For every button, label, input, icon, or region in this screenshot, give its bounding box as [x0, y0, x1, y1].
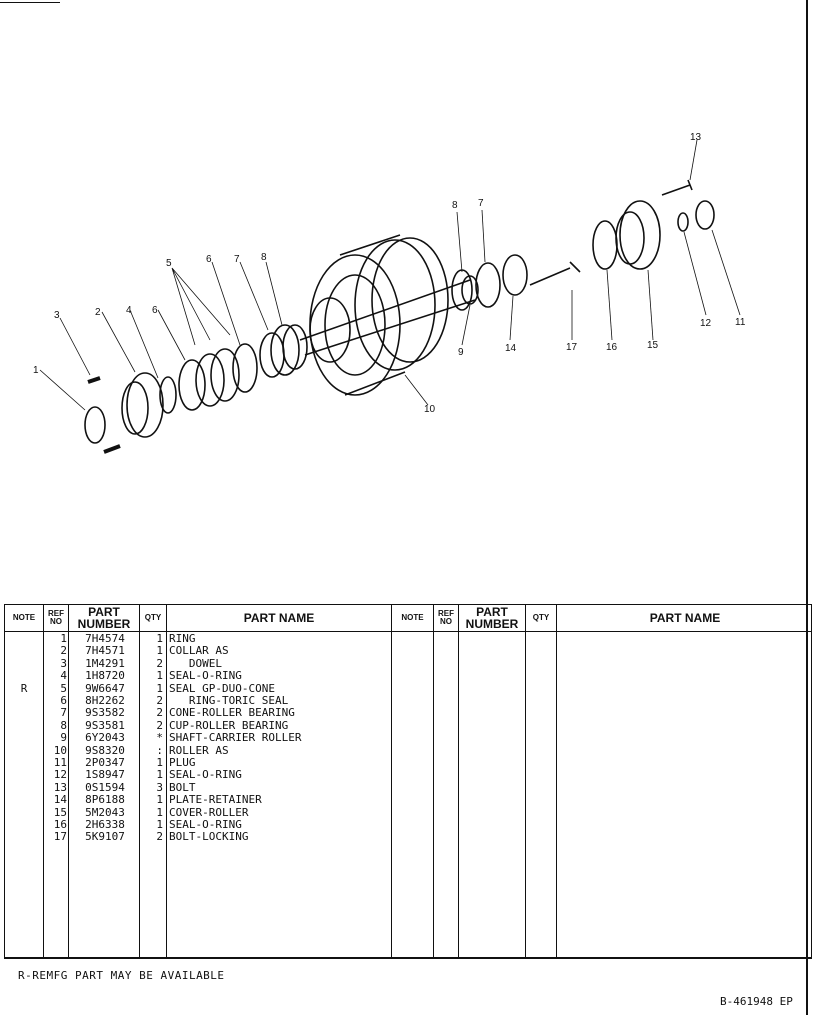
collar-part-2	[122, 373, 163, 437]
part-name-cell: PLUG	[169, 756, 196, 769]
part-name-cell: PLATE-RETAINER	[169, 793, 262, 807]
qty-cell: 1	[156, 793, 163, 807]
qty-cell: 1	[156, 768, 163, 782]
ref-no-cell: 16	[53, 818, 67, 831]
header-part-name: PART NAME	[243, 611, 315, 625]
part-number-cell: 0S1594	[85, 780, 125, 794]
ref-no-cell: 3	[60, 656, 67, 670]
qty-cell: 1	[156, 818, 163, 831]
callout-4: 4	[126, 305, 132, 316]
header-note: NOTE	[12, 613, 36, 622]
part-number-cell: 7H4574	[85, 632, 125, 645]
duo-cone-seal-parts-5-6	[179, 344, 257, 410]
ref-no-cell: 6	[60, 694, 67, 707]
header-ref-no: REF NO	[48, 609, 64, 626]
bearing-right-parts-7-8	[452, 263, 500, 310]
ref-no-cell: 17	[53, 830, 67, 844]
callout-5: 5	[166, 258, 172, 269]
ref-no-cell: 12	[53, 768, 67, 782]
plug-part-11	[696, 201, 714, 229]
bolt-part-13	[662, 180, 692, 195]
part-name-cell: CUP-ROLLER BEARING	[169, 718, 289, 732]
part-number-cell: 2H6338	[85, 818, 125, 831]
part-number-cell: 5M2043	[85, 805, 125, 819]
qty-cell: 2	[156, 830, 163, 844]
part-number-cell: 7H4571	[85, 644, 125, 658]
callout-2: 2	[95, 307, 101, 318]
qty-cell: 2	[156, 656, 163, 670]
header-part-number-right: PART NUMBER	[465, 605, 519, 631]
parts-list-table	[4, 604, 812, 958]
part-name-cell: ROLLER AS	[169, 743, 229, 757]
table-row	[5, 732, 391, 744]
bearing-left-parts-7-8	[260, 325, 307, 377]
part-number-cell: 1H8720	[85, 669, 125, 683]
qty-cell: *	[156, 731, 163, 745]
callout-1: 1	[33, 365, 39, 376]
qty-cell: 1	[156, 805, 163, 819]
document-code: B-461948 EP	[720, 995, 793, 1008]
part-number-cell: 9S8320	[85, 743, 125, 757]
ref-no-cell: 5	[60, 681, 67, 695]
qty-cell: 2	[156, 694, 163, 707]
part-number-cell: 9W6647	[85, 681, 125, 695]
callout-6-right: 6	[206, 254, 212, 265]
ref-no-cell: 2	[60, 644, 67, 658]
header-note-right: NOTE	[401, 613, 424, 622]
part-number-cell: 9S3581	[85, 718, 125, 732]
table-row	[5, 670, 391, 682]
part-name-cell: CONE-ROLLER BEARING	[169, 706, 295, 720]
ref-no-cell: 4	[60, 669, 67, 683]
part-number-cell: 1S8947	[85, 768, 125, 782]
part-name-cell: SEAL GP-DUO-CONE	[169, 681, 275, 695]
callout-16: 16	[606, 342, 618, 353]
part-name-cell: SHAFT-CARRIER ROLLER	[169, 731, 302, 745]
part-number-cell: 2P0347	[85, 756, 125, 769]
ref-no-cell: 11	[53, 756, 67, 769]
header-part-number: PART NUMBER	[77, 605, 131, 631]
part-number-cell: 6Y2043	[85, 731, 125, 745]
part-name-cell: SEAL-O-RING	[169, 669, 242, 683]
part-number-cell: 8P6188	[85, 793, 125, 807]
ref-no-cell: 8	[60, 718, 67, 732]
table-row	[5, 707, 391, 719]
callout-7-left: 7	[234, 254, 240, 265]
qty-cell: :	[156, 743, 163, 757]
part-name-cell: SEAL-O-RING	[169, 768, 242, 782]
ref-no-cell: 10	[53, 743, 67, 757]
o-ring-part-16	[593, 221, 617, 269]
part-name-cell: RING-TORIC SEAL	[169, 694, 289, 707]
callout-15: 15	[647, 340, 659, 351]
callout-9: 9	[458, 347, 464, 358]
note-cell: R	[20, 681, 28, 695]
ref-no-cell: 9	[60, 731, 67, 745]
part-number-cell: 8H2262	[85, 694, 125, 707]
part-number-cell: 9S3582	[85, 706, 125, 720]
callout-3: 3	[54, 310, 60, 321]
callout-6-left: 6	[152, 305, 158, 316]
table-row	[5, 645, 391, 657]
table-row	[5, 794, 391, 806]
footer-rule	[4, 958, 812, 959]
callout-13: 13	[690, 132, 702, 143]
ref-no-cell: 15	[53, 805, 67, 819]
header-qty-right: QTY	[532, 613, 550, 622]
part-number-cell: 5K9107	[85, 830, 125, 844]
callout-8-right: 8	[452, 200, 458, 211]
qty-cell: 2	[156, 718, 163, 732]
qty-cell: 1	[156, 644, 163, 658]
part-name-cell: RING	[169, 632, 196, 645]
header-qty: QTY	[144, 613, 162, 622]
part-name-cell: COVER-ROLLER	[169, 805, 249, 819]
table-row	[5, 831, 391, 843]
bolt-locking-part-17	[530, 262, 580, 285]
header-part-name-right: PART NAME	[649, 611, 721, 625]
qty-cell: 1	[156, 681, 163, 695]
callout-11: 11	[735, 317, 746, 328]
cover-part-15	[616, 201, 660, 269]
footnote: R-REMFG PART MAY BE AVAILABLE	[18, 969, 225, 982]
part-name-cell: BOLT-LOCKING	[169, 830, 249, 844]
qty-cell: 2	[156, 706, 163, 720]
callout-7-right: 7	[478, 198, 484, 209]
ref-no-cell: 7	[60, 706, 67, 720]
qty-cell: 1	[156, 669, 163, 683]
callout-17: 17	[566, 342, 578, 353]
part-name-cell: SEAL-O-RING	[169, 818, 242, 831]
part-name-cell: DOWEL	[169, 656, 222, 670]
ring-part-1	[85, 407, 105, 443]
ref-no-cell: 13	[53, 780, 67, 794]
callout-12: 12	[700, 318, 712, 329]
callout-10: 10	[424, 404, 436, 415]
header-ref-no-right: REF NO	[438, 609, 454, 626]
part-name-cell: BOLT	[169, 780, 196, 794]
qty-cell: 1	[156, 632, 163, 645]
callout-14: 14	[505, 343, 517, 354]
o-ring-part-12	[678, 213, 688, 231]
qty-cell: 1	[156, 756, 163, 769]
ref-no-cell: 1	[60, 632, 67, 645]
qty-cell: 3	[156, 780, 163, 794]
part-name-cell: COLLAR AS	[169, 644, 229, 658]
callout-8-left: 8	[261, 252, 267, 263]
part-number-cell: 1M4291	[85, 656, 125, 670]
table-row	[5, 769, 391, 781]
ref-no-cell: 14	[53, 793, 67, 807]
plate-retainer-part-14	[503, 255, 527, 295]
